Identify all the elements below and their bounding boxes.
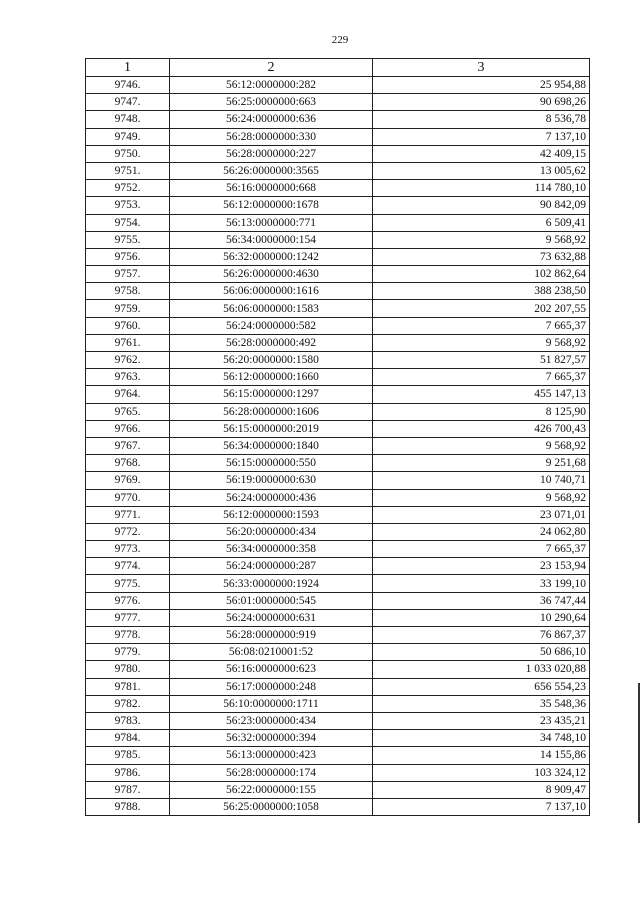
table-row: [86, 111, 590, 128]
cadastral-number-cell: 56:15:0000000:2019: [170, 420, 373, 437]
row-number-cell: 9775.: [86, 575, 170, 592]
row-number-cell: 9765.: [86, 403, 170, 420]
row-number-cell: 9778.: [86, 627, 170, 644]
row-number-cell: 9750.: [86, 145, 170, 162]
value-cell: 23 071,01: [373, 506, 590, 523]
row-number-cell: 9773.: [86, 541, 170, 558]
row-number-cell: 9788.: [86, 798, 170, 815]
cadastral-number-cell: 56:10:0000000:1711: [170, 695, 373, 712]
cadastral-number-cell: 56:28:0000000:174: [170, 764, 373, 781]
table-row: [86, 627, 590, 644]
value-cell: 202 207,55: [373, 300, 590, 317]
row-number-cell: 9754.: [86, 214, 170, 231]
value-cell: 36 747,44: [373, 592, 590, 609]
table-row: [86, 214, 590, 231]
table-row: [86, 180, 590, 197]
table-row: [86, 455, 590, 472]
table-body: [86, 77, 590, 816]
row-number-cell: 9771.: [86, 506, 170, 523]
value-cell: 10 740,71: [373, 472, 590, 489]
row-number-cell: 9783.: [86, 712, 170, 729]
row-number-cell: 9764.: [86, 386, 170, 403]
table-row: [86, 437, 590, 454]
value-cell: 9 568,92: [373, 489, 590, 506]
cadastral-number-cell: 56:34:0000000:358: [170, 541, 373, 558]
value-cell: 455 147,13: [373, 386, 590, 403]
table-row: [86, 352, 590, 369]
row-number-cell: 9759.: [86, 300, 170, 317]
cadastral-number-cell: 56:13:0000000:423: [170, 747, 373, 764]
row-number-cell: 9758.: [86, 283, 170, 300]
cadastral-number-cell: 56:16:0000000:668: [170, 180, 373, 197]
cadastral-number-cell: 56:32:0000000:1242: [170, 248, 373, 265]
cadastral-number-cell: 56:08:0210001:52: [170, 644, 373, 661]
value-cell: 7 137,10: [373, 798, 590, 815]
row-number-cell: 9769.: [86, 472, 170, 489]
table-row: [86, 678, 590, 695]
row-number-cell: 9780.: [86, 661, 170, 678]
cadastral-number-cell: 56:23:0000000:434: [170, 712, 373, 729]
table-row: [86, 317, 590, 334]
cadastral-number-cell: 56:34:0000000:1840: [170, 437, 373, 454]
value-cell: 1 033 020,88: [373, 661, 590, 678]
row-number-cell: 9752.: [86, 180, 170, 197]
table-row: [86, 300, 590, 317]
row-number-cell: 9784.: [86, 730, 170, 747]
value-cell: 8 125,90: [373, 403, 590, 420]
table-row: [86, 575, 590, 592]
page-number: 229: [331, 34, 349, 46]
table-row: [86, 695, 590, 712]
column-header-2: 2: [170, 59, 373, 77]
table-row: [86, 661, 590, 678]
value-cell: 34 748,10: [373, 730, 590, 747]
row-number-cell: 9753.: [86, 197, 170, 214]
table-row: [86, 781, 590, 798]
table-row: [86, 489, 590, 506]
row-number-cell: 9749.: [86, 128, 170, 145]
value-cell: 9 568,92: [373, 334, 590, 351]
row-number-cell: 9755.: [86, 231, 170, 248]
value-cell: 23 153,94: [373, 558, 590, 575]
row-number-cell: 9779.: [86, 644, 170, 661]
value-cell: 7 665,37: [373, 541, 590, 558]
table-row: [86, 77, 590, 94]
row-number-cell: 9756.: [86, 248, 170, 265]
value-cell: 656 554,23: [373, 678, 590, 695]
table-row: [86, 730, 590, 747]
cadastral-number-cell: 56:24:0000000:636: [170, 111, 373, 128]
value-cell: 13 005,62: [373, 162, 590, 179]
row-number-cell: 9767.: [86, 437, 170, 454]
row-number-cell: 9785.: [86, 747, 170, 764]
value-cell: 14 155,86: [373, 747, 590, 764]
cadastral-number-cell: 56:24:0000000:582: [170, 317, 373, 334]
data-table: [85, 58, 590, 816]
cadastral-number-cell: 56:28:0000000:492: [170, 334, 373, 351]
column-header-1: 1: [86, 59, 170, 77]
table-row: [86, 128, 590, 145]
cadastral-number-cell: 56:28:0000000:330: [170, 128, 373, 145]
value-cell: 6 509,41: [373, 214, 590, 231]
value-cell: 50 686,10: [373, 644, 590, 661]
table-row: [86, 145, 590, 162]
table-row: [86, 197, 590, 214]
table-row: [86, 558, 590, 575]
row-number-cell: 9787.: [86, 781, 170, 798]
table-row: [86, 420, 590, 437]
table-row: [86, 764, 590, 781]
table-row: [86, 609, 590, 626]
table-row: [86, 283, 590, 300]
cadastral-number-cell: 56:28:0000000:227: [170, 145, 373, 162]
column-header-3: 3: [373, 59, 590, 77]
cadastral-number-cell: 56:13:0000000:771: [170, 214, 373, 231]
cadastral-number-cell: 56:12:0000000:1660: [170, 369, 373, 386]
table-row: [86, 248, 590, 265]
cadastral-number-cell: 56:19:0000000:630: [170, 472, 373, 489]
value-cell: 426 700,43: [373, 420, 590, 437]
table-row: [86, 592, 590, 609]
cadastral-number-cell: 56:01:0000000:545: [170, 592, 373, 609]
cadastral-number-cell: 56:06:0000000:1583: [170, 300, 373, 317]
value-cell: 25 954,88: [373, 77, 590, 94]
value-cell: 76 867,37: [373, 627, 590, 644]
table-row: [86, 644, 590, 661]
value-cell: 51 827,57: [373, 352, 590, 369]
cadastral-number-cell: 56:25:0000000:663: [170, 94, 373, 111]
cadastral-number-cell: 56:15:0000000:550: [170, 455, 373, 472]
cadastral-number-cell: 56:26:0000000:4630: [170, 266, 373, 283]
cadastral-number-cell: 56:24:0000000:631: [170, 609, 373, 626]
row-number-cell: 9757.: [86, 266, 170, 283]
value-cell: 8 909,47: [373, 781, 590, 798]
value-cell: 23 435,21: [373, 712, 590, 729]
value-cell: 10 290,64: [373, 609, 590, 626]
table-row: [86, 403, 590, 420]
value-cell: 7 665,37: [373, 317, 590, 334]
value-cell: 24 062,80: [373, 523, 590, 540]
cadastral-number-cell: 56:28:0000000:1606: [170, 403, 373, 420]
row-number-cell: 9781.: [86, 678, 170, 695]
cadastral-number-cell: 56:17:0000000:248: [170, 678, 373, 695]
table-row: [86, 162, 590, 179]
value-cell: 9 568,92: [373, 231, 590, 248]
table-row: [86, 747, 590, 764]
value-cell: 7 665,37: [373, 369, 590, 386]
table-header-row: [86, 59, 590, 77]
cadastral-number-cell: 56:24:0000000:436: [170, 489, 373, 506]
row-number-cell: 9762.: [86, 352, 170, 369]
cadastral-number-cell: 56:06:0000000:1616: [170, 283, 373, 300]
cadastral-number-cell: 56:22:0000000:155: [170, 781, 373, 798]
row-number-cell: 9786.: [86, 764, 170, 781]
table-row: [86, 94, 590, 111]
value-cell: 7 137,10: [373, 128, 590, 145]
table-row: [86, 506, 590, 523]
row-number-cell: 9766.: [86, 420, 170, 437]
cadastral-number-cell: 56:34:0000000:154: [170, 231, 373, 248]
row-number-cell: 9770.: [86, 489, 170, 506]
table-row: [86, 472, 590, 489]
value-cell: 103 324,12: [373, 764, 590, 781]
table-row: [86, 523, 590, 540]
value-cell: 73 632,88: [373, 248, 590, 265]
cadastral-number-cell: 56:32:0000000:394: [170, 730, 373, 747]
row-number-cell: 9774.: [86, 558, 170, 575]
table-row: [86, 712, 590, 729]
row-number-cell: 9747.: [86, 94, 170, 111]
cadastral-number-cell: 56:28:0000000:919: [170, 627, 373, 644]
row-number-cell: 9763.: [86, 369, 170, 386]
cadastral-number-cell: 56:12:0000000:1678: [170, 197, 373, 214]
cadastral-number-cell: 56:26:0000000:3565: [170, 162, 373, 179]
row-number-cell: 9768.: [86, 455, 170, 472]
table-row: [86, 369, 590, 386]
cadastral-number-cell: 56:24:0000000:287: [170, 558, 373, 575]
value-cell: 33 199,10: [373, 575, 590, 592]
value-cell: 9 568,92: [373, 437, 590, 454]
row-number-cell: 9751.: [86, 162, 170, 179]
cadastral-number-cell: 56:12:0000000:282: [170, 77, 373, 94]
table-row: [86, 266, 590, 283]
value-cell: 42 409,15: [373, 145, 590, 162]
cadastral-number-cell: 56:20:0000000:1580: [170, 352, 373, 369]
value-cell: 102 862,64: [373, 266, 590, 283]
cadastral-number-cell: 56:15:0000000:1297: [170, 386, 373, 403]
cadastral-number-cell: 56:25:0000000:1058: [170, 798, 373, 815]
value-cell: 8 536,78: [373, 111, 590, 128]
table-row: [86, 334, 590, 351]
row-number-cell: 9776.: [86, 592, 170, 609]
cadastral-number-cell: 56:12:0000000:1593: [170, 506, 373, 523]
cadastral-number-cell: 56:16:0000000:623: [170, 661, 373, 678]
row-number-cell: 9748.: [86, 111, 170, 128]
row-number-cell: 9772.: [86, 523, 170, 540]
value-cell: 388 238,50: [373, 283, 590, 300]
cadastral-number-cell: 56:20:0000000:434: [170, 523, 373, 540]
value-cell: 90 698,26: [373, 94, 590, 111]
table-row: [86, 386, 590, 403]
cadastral-number-cell: 56:33:0000000:1924: [170, 575, 373, 592]
value-cell: 35 548,36: [373, 695, 590, 712]
row-number-cell: 9746.: [86, 77, 170, 94]
row-number-cell: 9761.: [86, 334, 170, 351]
table-row: [86, 798, 590, 815]
value-cell: 90 842,09: [373, 197, 590, 214]
value-cell: 114 780,10: [373, 180, 590, 197]
table-row: [86, 231, 590, 248]
table-row: [86, 541, 590, 558]
value-cell: 9 251,68: [373, 455, 590, 472]
row-number-cell: 9777.: [86, 609, 170, 626]
row-number-cell: 9782.: [86, 695, 170, 712]
row-number-cell: 9760.: [86, 317, 170, 334]
